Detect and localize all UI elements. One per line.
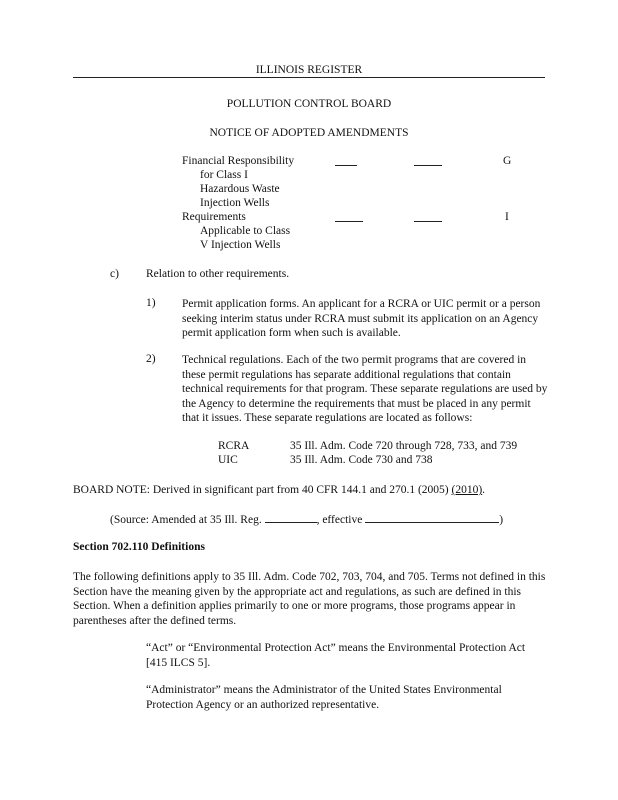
blank-line [335,155,357,166]
item-text: Permit application forms. An applicant for a RCRA or UIC permit or a person seeking interim status under RCRA must submit its application on an Agency permit application form when such is available. [182,298,541,340]
blank-line [265,512,317,523]
subsection-label: c) [110,268,119,280]
board-note-end: . [482,484,486,496]
row-name-line: Hazardous Waste [200,183,280,195]
board-note [73,484,485,496]
subpart-letter: G [503,155,512,167]
subsection-text: Relation to other requirements. [146,268,290,280]
source-mid: , effective [316,514,363,526]
notice-title: NOTICE OF ADOPTED AMENDMENTS [209,127,409,139]
board-note-amended-year: (2010) [451,484,483,496]
definition: “Administrator” means the Administrator of the United States Environmental Protection Agency or an authorized representative. [146,684,502,711]
section-intro: The following definitions apply to 35 Ill. Adm. Code 702, 703, 704, and 705. Terms not defined in this Section have the meaning given by the appropriate act and regulations, as such are defined in this Section. When a definition applies primarily to one or more programs, those programs appear in parentheses after the defined terms. [73,571,546,627]
program-name: UIC [218,454,238,466]
header-rule [73,77,545,78]
board-name: POLLUTION CONTROL BOARD [226,98,392,110]
row-name-line: Injection Wells [200,197,270,209]
definition: “Act” or “Environmental Protection Act” means the Environmental Protection Act [415 ILCS 5]. [146,642,526,669]
program-code: 35 Ill. Adm. Code 720 through 728, 733, and 739 [290,440,518,452]
row-name-line: V Injection Wells [200,239,281,251]
subpart-letter: I [505,211,509,223]
item-text: Technical regulations. Each of the two permit programs that are covered in these permit regulations has separate additional regulations that contain technical requirements for that program. These separate regulations are used by the Agency to determine the requirements that must be placed in any permit that it issues. These separate regulations are located as follows: [182,354,548,425]
blank-line [414,155,442,166]
program-name: RCRA [218,440,250,452]
source-prefix: (Source: Amended at 35 Ill. Reg. [110,514,262,526]
item-number: 2) [146,353,156,365]
register-title: ILLINOIS REGISTER [255,64,363,76]
row-name-line: Applicable to Class [200,225,291,237]
blank-line [365,512,499,523]
source-suffix: ) [499,514,504,526]
source-line [110,512,503,526]
board-note-text: BOARD NOTE: Derived in significant part from 40 CFR 144.1 and 270.1 (2005) [73,484,449,496]
blank-line [414,211,442,222]
section-heading: Section 702.110 Definitions [73,541,205,553]
row-name-line: for Class I [200,169,248,181]
blank-line [335,211,363,222]
row-name-line: Requirements [182,211,246,223]
item-number: 1) [146,297,156,309]
program-code: 35 Ill. Adm. Code 730 and 738 [290,454,433,466]
row-name-line: Financial Responsibility [182,155,295,167]
